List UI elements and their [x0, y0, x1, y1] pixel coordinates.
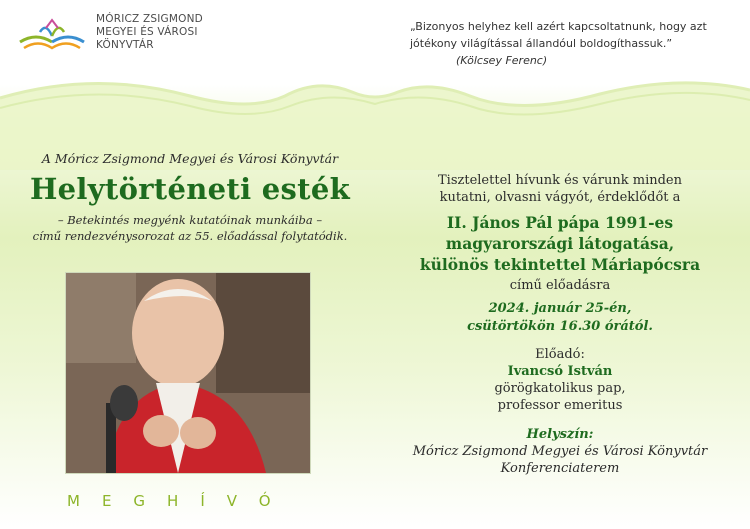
lecture-title-line: különös tekintettel Máriapócsra	[419, 255, 701, 274]
quote-author: (Kölcsey Ferenc)	[456, 54, 548, 67]
quote-text: „Bizonyos helyhez kell azért kapcsoltatnunk, hogy azt jótékony világítással állandóul boldogíthassuk.”	[410, 20, 707, 50]
intro-line: Tisztelettel hívunk és várunk minden	[438, 173, 682, 188]
speaker-role: professor emeritus	[497, 398, 623, 413]
logo-text	[96, 13, 203, 52]
lecture-suffix: című előadásra	[509, 278, 611, 293]
venue-label: Helyszín:	[526, 427, 594, 442]
left-column	[20, 151, 360, 244]
portrait-photo	[65, 272, 311, 474]
right-column	[395, 172, 725, 477]
venue-room: Konferenciaterem	[500, 461, 620, 476]
series-subtitle	[20, 212, 360, 244]
subtitle-line: – Betekintés megyénk kutatóinak munkáiba –	[57, 213, 323, 227]
logo-line: KÖNYVTÁR	[96, 39, 154, 51]
intro-line: kutatni, olvasni vágyót, érdeklődőt a	[439, 190, 681, 205]
logo-line: MÓRICZ ZSIGMOND	[96, 13, 203, 25]
venue-name: Móricz Zsigmond Megyei és Városi Könyvtár	[412, 444, 708, 459]
subtitle-line: című rendezvénysorozat az 55. előadással folytatódik.	[32, 229, 348, 243]
speaker-name: Ivancsó István	[507, 364, 613, 379]
event-time: csütörtökön 16.30 órától.	[467, 319, 653, 334]
series-title: Helytörténeti esték	[29, 172, 351, 206]
speaker-label: Előadó:	[535, 347, 585, 362]
event-date: 2024. január 25-én,	[488, 301, 632, 316]
lecture-title-line: II. János Pál pápa 1991-es	[446, 213, 674, 232]
organizer: A Móricz Zsigmond Megyei és Városi Könyvtár	[41, 151, 339, 166]
lecture-title-line: magyarországi látogatása,	[445, 234, 675, 253]
logo-line: MEGYEI ÉS VÁROSI	[96, 26, 198, 38]
speaker-role: görögkatolikus pap,	[494, 381, 626, 396]
pope-portrait-icon	[66, 273, 310, 473]
invite-label: MEGHÍVÓ	[67, 492, 293, 510]
